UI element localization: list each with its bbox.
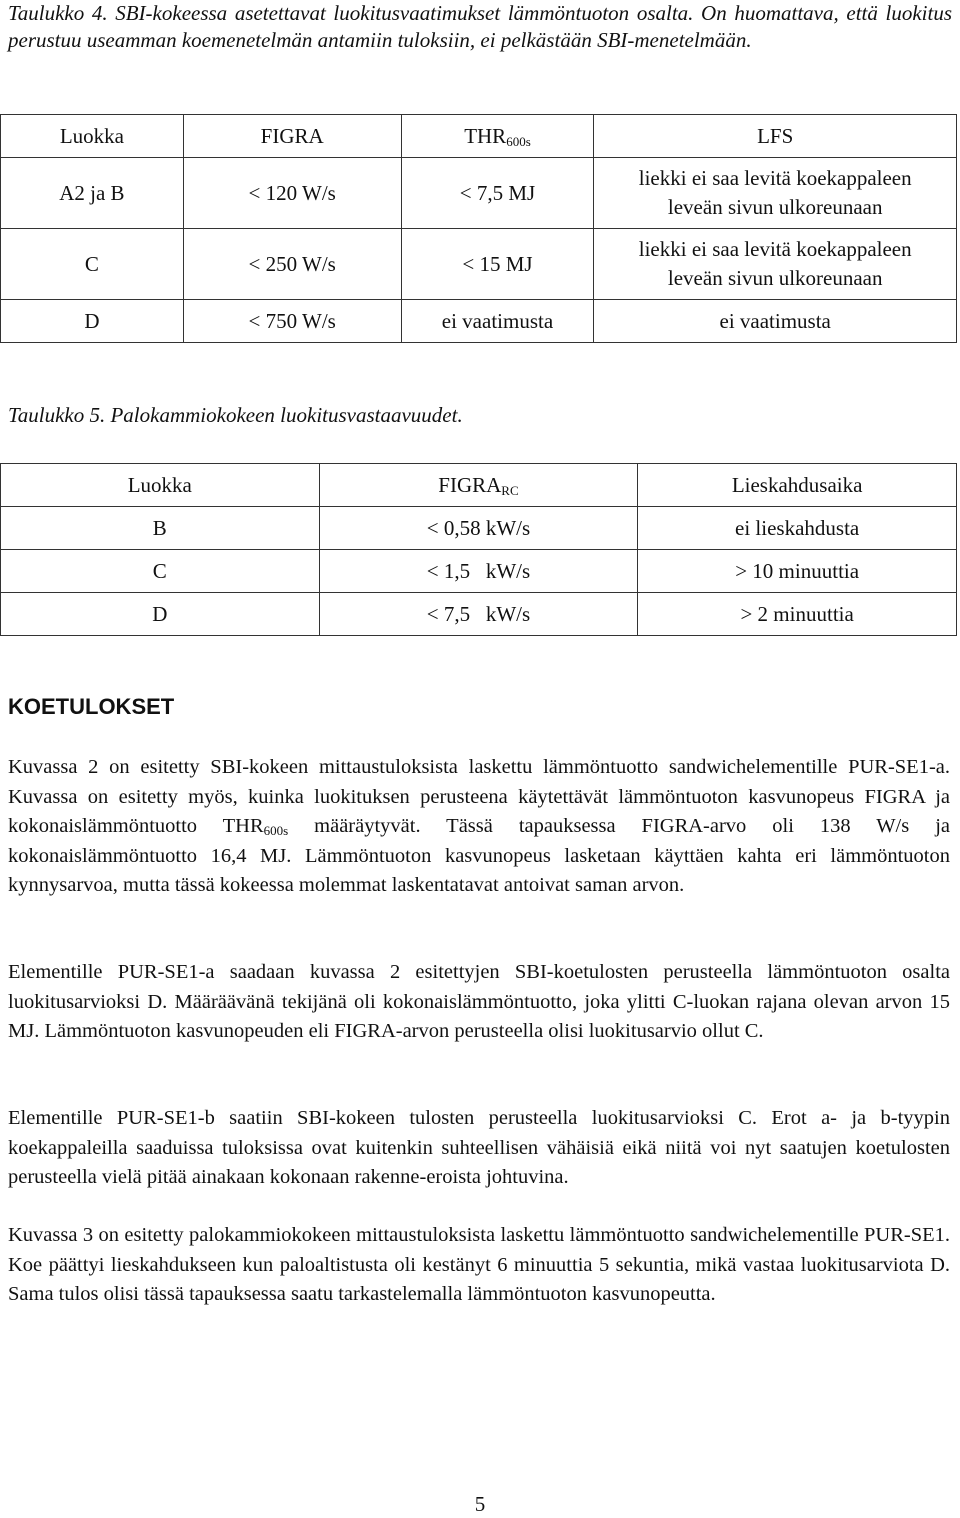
lfs-line-1: liekki ei saa levitä koekappaleen bbox=[638, 166, 912, 190]
table5-cell-luokka: B bbox=[1, 507, 320, 550]
paragraph-4: Kuvassa 3 on esitetty palokammiokokeen mittaustuloksista laskettu lämmöntuotto sandwichelementille PUR-SE1. Koe päättyi lieskahdukseen kun paloaltistusta oli kestänyt 6 minuuttia 5 sekuntia, mikä vastaa luokitusarviota D. Sama tulos olisi tässä tapauksessa saatu tarkastelemalla lämmöntuoton kasvunopeutta. bbox=[8, 1224, 950, 1305]
table-row bbox=[1, 158, 957, 229]
table5-caption: Taulukko 5. Palokammiokokeen luokitusvastaavuudet. bbox=[8, 403, 463, 427]
table5-cell-lieskahdus: > 10 minuuttia bbox=[638, 550, 957, 593]
lfs-line-2: leveän sivun ulkoreunaan bbox=[667, 195, 883, 219]
table5 bbox=[0, 463, 957, 636]
paragraph-2: Elementille PUR-SE1-a saadaan kuvassa 2 esitettyjen SBI-koetulosten perusteella lämmöntuoton osalta luokitusarvioksi D. Määräävänä tekijänä oli kokonaislämmöntuotto, joka ylitti C-luokan rajana olevan arvon 15 MJ. Lämmöntuoton kasvunopeuden eli FIGRA-arvon perusteella olisi luokitusarvio ollut C. bbox=[8, 961, 950, 1042]
table5-cell-lieskahdus: ei lieskahdusta bbox=[638, 507, 957, 550]
paragraph-1 bbox=[8, 753, 950, 901]
figra-label: FIGRA bbox=[438, 472, 502, 497]
table-row bbox=[1, 507, 957, 550]
table5-cell-lieskahdus: > 2 minuuttia bbox=[638, 593, 957, 636]
table4-header-thr bbox=[401, 115, 594, 158]
lfs-line-2: leveän sivun ulkoreunaan bbox=[667, 266, 883, 290]
table4-header-luokka: Luokka bbox=[1, 115, 184, 158]
table5-cell-figra: < 1,5 kW/s bbox=[319, 550, 638, 593]
table4-cell-lfs: ei vaatimusta bbox=[594, 300, 957, 343]
table-row bbox=[1, 593, 957, 636]
table4-cell-luokka: C bbox=[1, 229, 184, 300]
table5-header-row bbox=[1, 464, 957, 507]
table4-cell-figra: < 750 W/s bbox=[183, 300, 401, 343]
table5-header-figra bbox=[319, 464, 638, 507]
table4-cell-figra: < 120 W/s bbox=[183, 158, 401, 229]
thr-subscript: 600s bbox=[263, 823, 289, 838]
table-row bbox=[1, 550, 957, 593]
thr-subscript: 600s bbox=[506, 133, 531, 149]
table5-cell-luokka: D bbox=[1, 593, 320, 636]
table4-cell-thr: < 15 MJ bbox=[401, 229, 594, 300]
paragraph-1-text-a: Kuvassa 2 on esitetty SBI-kokeen mittaustuloksista laskettu lämmöntuotto sandwichelementille PUR-SE1-a. Kuvassa on esitetty myös, kuinka luokituksen perusteena käytettävät lämmöntuoton kasvunopeus FIGRA ja kokonaislämmöntuotto THR bbox=[8, 756, 950, 837]
figra-subscript: RC bbox=[501, 482, 519, 498]
table4-cell-figra: < 250 W/s bbox=[183, 229, 401, 300]
page-number: 5 bbox=[474, 1492, 486, 1516]
paragraph-1-text-b: määräytyvät. Tässä tapauksessa FIGRA-arvo oli 138 W/s ja kokonaislämmöntuotto 16,4 MJ. Lämmöntuoton kasvunopeus lasketaan käyttäen kahta eri lämmöntuoton kynnysarvoa, mutta tässä kokeessa molemmat laskentatavat antoivat saman arvon. bbox=[8, 815, 950, 896]
table5-header-luokka: Luokka bbox=[1, 464, 320, 507]
table4-cell-luokka: A2 ja B bbox=[1, 158, 184, 229]
table4-cell-lfs bbox=[594, 229, 957, 300]
table4-header-lfs: LFS bbox=[594, 115, 957, 158]
table-row bbox=[1, 300, 957, 343]
table4-header-figra: FIGRA bbox=[183, 115, 401, 158]
table4-cell-thr: ei vaatimusta bbox=[401, 300, 594, 343]
table5-cell-figra: < 7,5 kW/s bbox=[319, 593, 638, 636]
table5-header-lieskahdus: Lieskahdusaika bbox=[638, 464, 957, 507]
table5-cell-figra: < 0,58 kW/s bbox=[319, 507, 638, 550]
table4-caption: Taulukko 4. SBI-kokeessa asetettavat luokitusvaatimukset lämmöntuoton osalta. On huomattava, että luokitus perustuu useamman koemenetelmän antamiin tuloksiin, ei pelkästään SBI-menetelmään. bbox=[8, 1, 952, 52]
table4-cell-thr: < 7,5 MJ bbox=[401, 158, 594, 229]
table5-cell-luokka: C bbox=[1, 550, 320, 593]
table4-cell-luokka: D bbox=[1, 300, 184, 343]
table4-header-row bbox=[1, 115, 957, 158]
thr-label: THR bbox=[464, 123, 507, 148]
paragraph-3: Elementille PUR-SE1-b saatiin SBI-kokeen tulosten perusteella luokitusarvioksi C. Erot a- ja b-tyypin koekappaleilla saaduissa tuloksissa ovat kuitenkin suhteellisen vähäisiä eikä niitä voi nyt saatujen koetulosten perusteella vielä pitää ainakaan kokonaan rakenne-eroista johtuvina. bbox=[8, 1107, 950, 1188]
lfs-line-1: liekki ei saa levitä koekappaleen bbox=[638, 237, 912, 261]
table-row bbox=[1, 229, 957, 300]
table4-cell-lfs bbox=[594, 158, 957, 229]
table4 bbox=[0, 114, 957, 343]
section-heading: KOETULOKSET bbox=[8, 694, 175, 719]
